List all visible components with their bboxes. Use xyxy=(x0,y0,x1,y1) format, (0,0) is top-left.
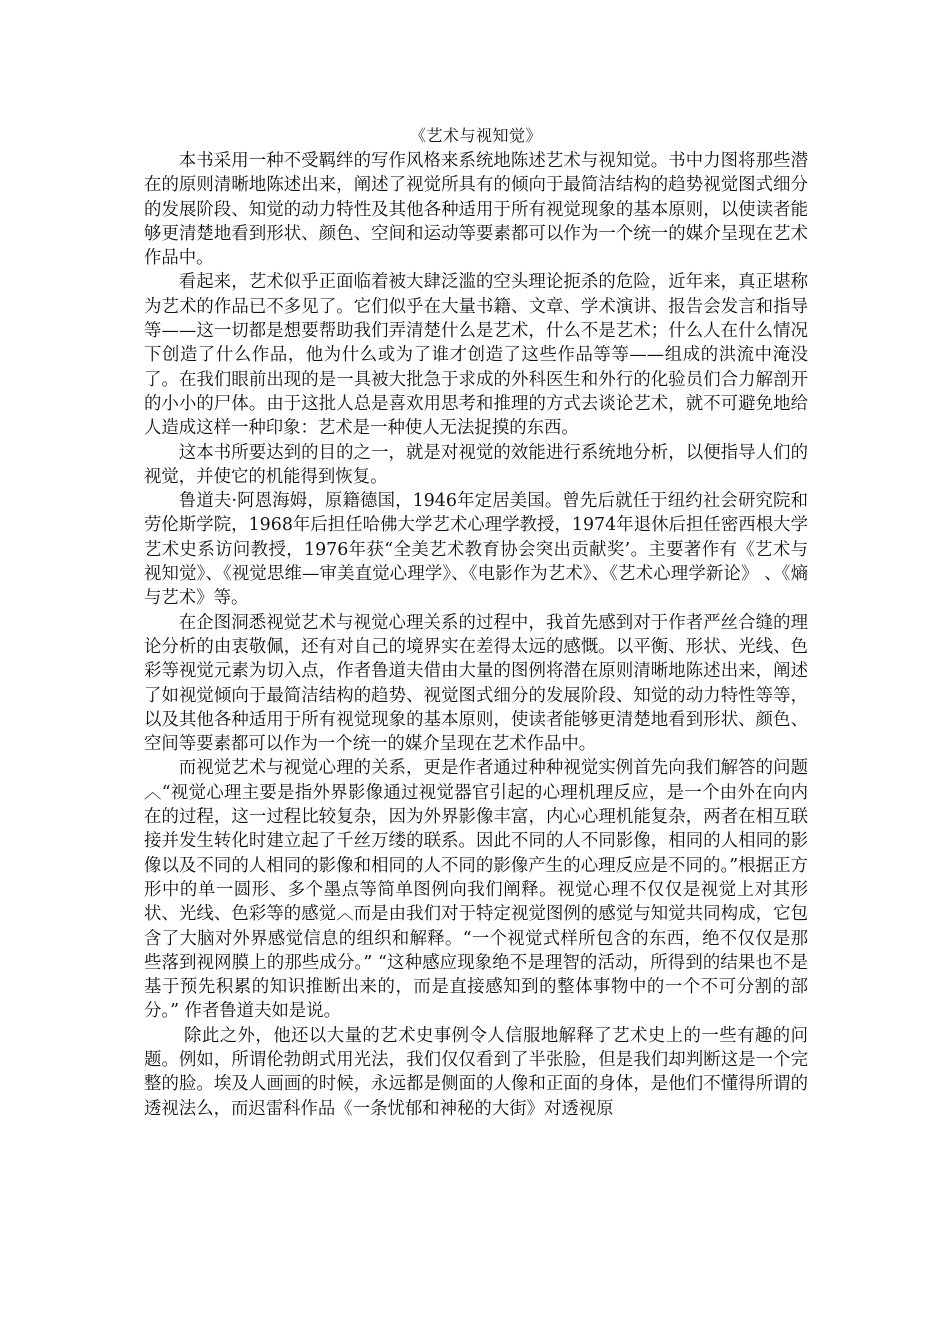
document-title: 《艺术与视知觉》 xyxy=(409,126,542,145)
paragraph-book-goal: 这本书所要达到的目的之一，就是对视觉的效能进行系统地分析，以便指导人们的视觉，并使它的机能得到恢复。 xyxy=(144,442,808,487)
document-page xyxy=(144,123,808,1121)
paragraph-intro: 本书采用一种不受羁绊的写作风格来系统地陈述艺术与视知觉。书中力图将那些潜在的原则清晰地陈述出来，阐述了视觉所具有的倾向于最简洁结构的趋势视觉图式细分的发展阶段、知觉的动力特性及其他各种适用于所有视觉现象的基本原则，以使读者能够更清楚地看到形状、颜色、空间和运动等要素都可以作为一个统一的媒介呈现在艺术作品中。 xyxy=(144,151,808,269)
paragraph-author-bio: 鲁道夫·阿恩海姆，原籍德国，1946年定居美国。曾先后就任于纽约社会研究院和劳伦斯学院，1968年后担任哈佛大学艺术心理学教授，1974年退休后担任密西根大学艺术史系访问教授，1976年获“全美艺术教育协会突出贡献奖’。主要著作有《艺术与视知觉》、《视觉思维—审美直觉心理学》、《电影作为艺术》、《艺术心理学新论》 、《熵与艺术》等。 xyxy=(144,491,808,609)
paragraph-visual-psychology: 而视觉艺术与视觉心理的关系，更是作者通过种种视觉实例首先向我们解答的问题︿“视觉心理主要是指外界影像通过视觉器官引起的心理机理反应，是一个由外在向内在的过程，这一过程比较复杂，因为外界影像丰富，内心心理机能复杂，两者在相互联接并发生转化时建立起了千丝万缕的联系。因此不同的人不同影像，相同的人相同的影像以及不同的人相同的影像和相同的人不同的影像产生的心理反应是不同的。”根据正方形中的单一圆形、多个墨点等简单图例向我们阐释。视觉心理不仅仅是视觉上对其形状、光线、色彩等的感觉︿而是由我们对于特定视觉图例的感觉与知觉共同构成，它包含了大脑对外界感觉信息的组织和解释。“一个视觉式样所包含的东西，绝不仅仅是那些落到视网膜上的那些成分。” “这种感应现象绝不是理智的活动，所得到的结果也不是基于预先积累的知识推断出来的，而是直接感知到的整体事物中的一个不可分割的部分。” 作者鲁道夫如是说。 xyxy=(144,758,808,1022)
paragraph-art-history: 除此之外，他还以大量的艺术史事例令人信服地解释了艺术史上的一些有趣的问题。例如，所谓伦勃朗式用光法，我们仅仅看到了半张脸，但是我们却判断这是一个完整的脸。埃及人画画的时候，永远都是侧面的人像和正面的身体，是他们不懂得所谓的透视法么，而迟雷科作品《一条忧郁和神秘的大街》对透视原 xyxy=(144,1025,808,1119)
paragraph-art-theory: 看起来，艺术似乎正面临着被大肆泛滥的空头理论扼杀的危险，近年来，真正堪称为艺术的作品已不多见了。它们似乎在大量书籍、文章、学术演讲、报告会发言和指导等——这一切都是想要帮助我们弄清楚什么是艺术，什么不是艺术；什么人在什么情况下创造了什么作品，他为什么或为了谁才创造了这些作品等等——组成的洪流中淹没了。在我们眼前出现的是一具被大批急于求成的外科医生和外行的化验员们合力解剖开的小小的尸体。由于这批人总是喜欢用思考和推理的方式去谈论艺术，就不可避免地给人造成这样一种印象：艺术是一种使人无法捉摸的东西。 xyxy=(144,272,808,439)
paragraph-reader-impression: 在企图洞悉视觉艺术与视觉心理关系的过程中，我首先感到对于作者严丝合缝的理论分析的由衷敬佩，还有对自己的境界实在差得太远的感慨。以平衡、形状、光线、色彩等视觉元素为切入点，作者鲁道夫借由大量的图例将潜在原则清晰地陈述出来，阐述了如视觉倾向于最简洁结构的趋势、视觉图式细分的发展阶段、知觉的动力特性等等，以及其他各种适用于所有视觉现象的基本原则，使读者能够更清楚地看到形状、颜色、空间等要素都可以作为一个统一的媒介呈现在艺术作品中。 xyxy=(144,612,808,755)
